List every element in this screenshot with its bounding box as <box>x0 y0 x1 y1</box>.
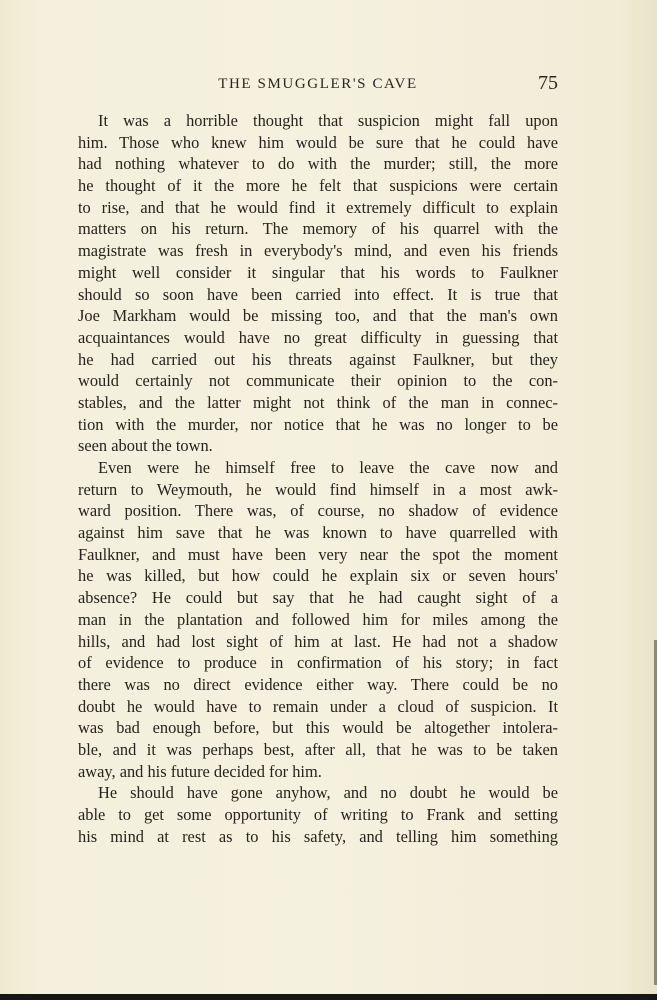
text-line: might well consider it singular that his words to Faulkner <box>78 262 558 282</box>
text-line: man in the plantation and followed him for miles among the <box>78 609 558 629</box>
body-text <box>78 110 558 847</box>
text-line: should so soon have been carried into effect. It is true that <box>78 284 558 304</box>
text-line: ward position. There was, of course, no shadow of evidence <box>78 501 558 521</box>
text-line: his mind at rest as to his safety, and telling him something <box>78 826 558 846</box>
text-line: absence? He could but say that he had caught sight of a <box>78 588 558 608</box>
text-line: matters on his return. The memory of his quarrel with the <box>78 219 558 239</box>
running-head-title: THE SMUGGLER'S CAVE <box>218 76 418 92</box>
text-line: away, and his future decided for him. <box>78 761 322 781</box>
text-line: would certainly not communicate their opinion to the con- <box>78 371 558 391</box>
text-line: It was a horrible thought that suspicion might fall upon <box>98 111 558 130</box>
text-line: of evidence to produce in confirmation of his story; in fact <box>78 653 558 673</box>
running-head <box>78 72 558 100</box>
text-line: he had carried out his threats against Faulkner, but they <box>78 349 558 369</box>
text-line: there was no direct evidence either way. There could be no <box>78 674 558 694</box>
text-line: he was killed, but how could he explain six or seven hours' <box>78 566 558 586</box>
text-line: seen about the town. <box>78 436 213 456</box>
text-line: doubt he would have to remain under a cloud of suspicion. It <box>78 696 558 716</box>
text-line: against him save that he was known to have quarrelled with <box>78 523 558 543</box>
text-line: acquaintances would have no great difficulty in guessing that <box>78 327 558 347</box>
text-line: ble, and it was perhaps best, after all, that he was to be taken <box>78 739 558 759</box>
text-line: to rise, and that he would find it extremely difficult to explain <box>78 197 558 217</box>
text-line: was bad enough before, but this would be altogether intolera- <box>78 718 558 738</box>
text-line: Even were he himself free to leave the cave now and <box>98 458 558 477</box>
text-line: He should have gone anyhow, and no doubt he would be <box>98 783 558 803</box>
text-line: he thought of it the more he felt that suspicions were certain <box>78 176 558 196</box>
scan-bottom-border <box>0 994 657 1000</box>
text-line: him. Those who knew him would be sure that he could have <box>78 132 558 152</box>
text-line: stables, and the latter might not think of the man in connec- <box>78 392 558 412</box>
text-line: Joe Markham would be missing too, and that the man's own <box>78 306 558 326</box>
text-line: magistrate was fresh in everybody's mind, and even his friends <box>78 241 558 261</box>
page-number: 75 <box>538 72 558 94</box>
text-line: return to Weymouth, he would find himself in a most awk- <box>78 479 558 499</box>
text-line: had nothing whatever to do with the murder; still, the more <box>78 154 558 174</box>
text-line: hills, and had lost sight of him at last. He had not a shadow <box>78 631 558 651</box>
text-line: tion with the murder, nor notice that he was no longer to be <box>78 414 558 434</box>
text-line: Faulkner, and must have been very near the spot the moment <box>78 544 558 564</box>
text-line: able to get some opportunity of writing to Frank and setting <box>78 805 558 824</box>
